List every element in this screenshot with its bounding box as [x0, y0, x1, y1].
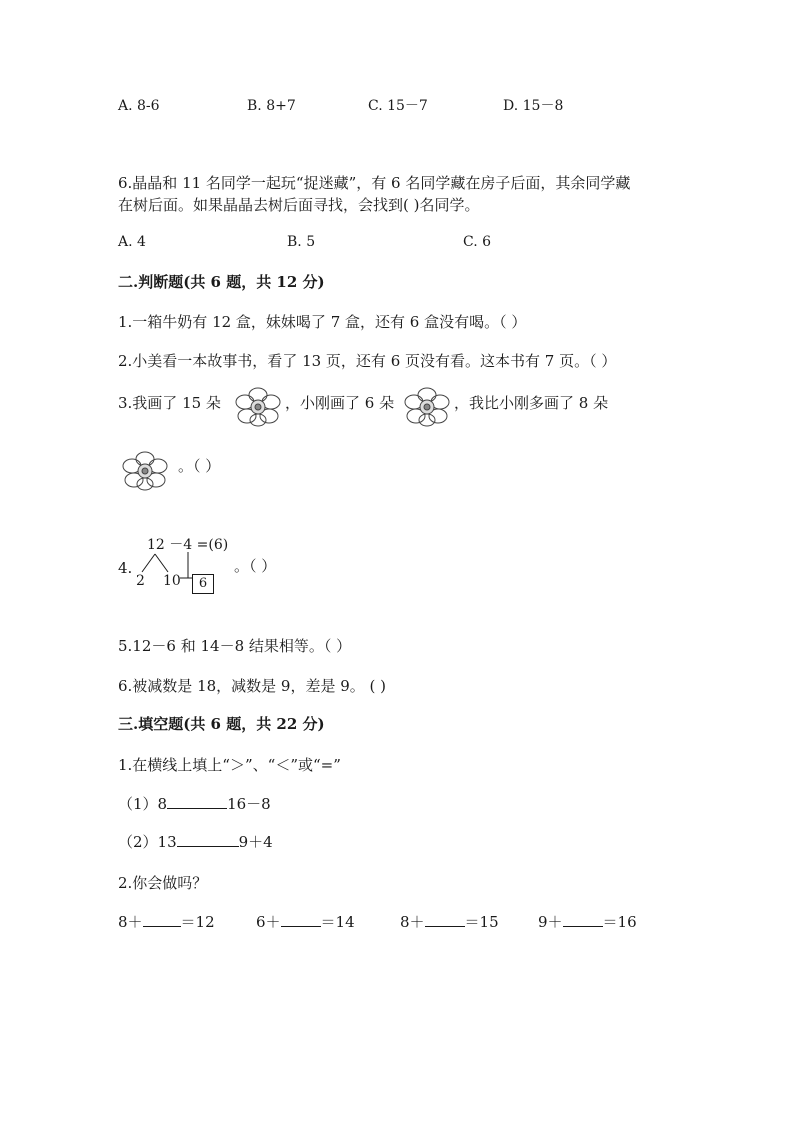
- judge-q4-prefix: 4.: [118, 559, 133, 577]
- fill-q1-a-right: 16－8: [227, 795, 271, 813]
- judge-q4-expression: 12 －4 =(6): [147, 537, 229, 553]
- fill-q1-b-left: （2）13: [118, 833, 177, 851]
- q5-option-b: B. 8+7: [247, 98, 296, 114]
- fill-q1-b: [118, 832, 273, 852]
- judge-q1: 1.一箱牛奶有 12 盒，妹妹喝了 7 盒，还有 6 盒没有喝。（ ）: [118, 313, 527, 331]
- fill-q2-item: [400, 912, 499, 932]
- answer-blank[interactable]: [425, 912, 465, 927]
- fill-q2-item-left: 6＋: [256, 913, 281, 931]
- q6-option-b: B. 5: [287, 234, 316, 250]
- fill-q2-item-left: 9＋: [538, 913, 563, 931]
- fill-q1: 1.在横线上填上“＞”、“＜”或“=”: [118, 756, 341, 774]
- q6-text-line2: 在树后面。如果晶晶去树后面寻找，会找到( )名同学。: [118, 196, 480, 214]
- judge-q2: 2.小美看一本故事书，看了 13 页，还有 6 页没有看。这本书有 7 页。（ ）: [118, 352, 617, 370]
- flower-icon: [120, 450, 170, 492]
- judge-q5: 5.12－6 和 14－8 结果相等。（ ）: [118, 637, 352, 655]
- answer-box: 6: [192, 574, 214, 594]
- judge-q3-part1: 3.我画了 15 朵: [118, 394, 221, 412]
- fill-q1-a: [118, 794, 271, 814]
- fill-q2-item-right: ＝14: [320, 913, 355, 931]
- answer-blank[interactable]: [177, 832, 239, 847]
- judge-q4-suffix: 。（ ）: [234, 557, 277, 575]
- answer-blank[interactable]: [563, 912, 603, 927]
- fill-q2-item: [118, 912, 215, 932]
- answer-blank[interactable]: [167, 794, 227, 809]
- fill-q1-a-left: （1）8: [118, 795, 168, 813]
- flower-icon: [233, 386, 283, 428]
- fill-q2-item-right: ＝12: [180, 913, 215, 931]
- judge-q3-part4: 。（ ）: [178, 457, 221, 475]
- fill-q2-item: [538, 912, 637, 932]
- fill-q2-item-left: 8＋: [400, 913, 425, 931]
- judge-q3-part3: ，我比小刚多画了 8 朵: [454, 394, 609, 412]
- fill-q2-item: [256, 912, 355, 932]
- q5-option-a: A. 8-6: [118, 98, 160, 114]
- answer-blank[interactable]: [281, 912, 321, 927]
- split-left-value: 2: [136, 573, 145, 589]
- fill-q2-item-left: 8＋: [118, 913, 143, 931]
- q6-option-c: C. 6: [463, 234, 492, 250]
- q6-text-line1: 6.晶晶和 11 名同学一起玩“捉迷藏”，有 6 名同学藏在房子后面，其余同学藏: [118, 174, 631, 192]
- q5-option-c: C. 15－7: [368, 98, 428, 114]
- answer-blank[interactable]: [143, 912, 181, 927]
- split-right-value: 10: [163, 573, 181, 589]
- section3-title: 三.填空题(共 6 题，共 22 分): [118, 715, 325, 733]
- fill-q1-b-right: 9＋4: [238, 833, 273, 851]
- fill-q2: 2.你会做吗？: [118, 874, 208, 892]
- judge-q3-part2: ，小刚画了 6 朵: [285, 394, 395, 412]
- fill-q2-item-right: ＝15: [464, 913, 499, 931]
- section2-title: 二.判断题(共 6 题，共 12 分): [118, 273, 325, 291]
- fill-q2-item-right: ＝16: [602, 913, 637, 931]
- q5-option-d: D. 15－8: [503, 98, 564, 114]
- flower-icon: [402, 386, 452, 428]
- q6-option-a: A. 4: [118, 234, 146, 250]
- judge-q6: 6.被减数是 18，减数是 9，差是 9。 ( ): [118, 677, 387, 695]
